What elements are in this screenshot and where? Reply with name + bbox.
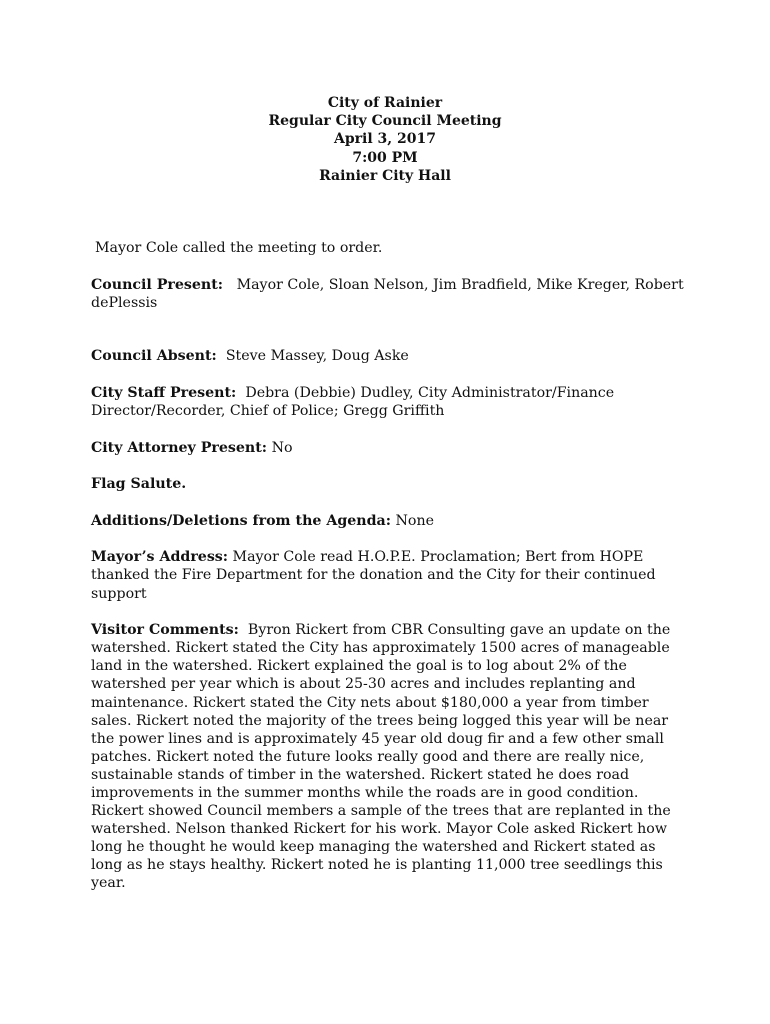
flag-salute-label: Flag Salute. [91, 476, 187, 493]
council-absent-text: Steve Massey, Doug Aske [225, 348, 409, 365]
additions-deletions-section [91, 512, 691, 530]
council-present-text: Mayor Cole, Sloan Nelson, Jim Bradfield, Mike Kreger, Robert dePlessis [91, 276, 684, 311]
council-absent-label: Council Absent: [91, 348, 217, 365]
city-attorney-present-text: No [271, 439, 293, 456]
mayors-address-label: Mayor’s Address: [91, 549, 229, 566]
city-staff-present-section [91, 384, 691, 420]
council-absent-section [91, 347, 691, 365]
minutes-body [91, 239, 691, 893]
visitor-comments-text: Byron Rickert from CBR Consulting gave an update on the watershed. Rickert stated the City has approximately 1500 acres of manageable land in the watershed. Rickert explained the goal is to log about 2% of the watershed per year which is about 25-30 acres and includes replanting and maintenance. Rickert stated the City nets about $180,000 a year from timber sales. Rickert noted the majority of the trees being logged this year will be near the power lines and is approximately 45 year old doug fir and a few other small patches. Rickert noted the future looks really good and there are really nice, sustainable stands of timber in the watershed. Rickert stated he does road improvements in the summer months while the roads are in good condition. Rickert showed Council members a sample of the trees that are replanted in the watershed. Nelson thanked Rickert for his work. Mayor Cole asked Rickert how long he thought he would keep managing the watershed and Rickert stated as long as he stays healthy. Rickert noted he is planting 11,000 tree seedlings this year. [91, 622, 671, 892]
additions-deletions-text: None [395, 512, 434, 529]
header-date: April 3, 2017 [334, 131, 436, 148]
call-to-order-text: Mayor Cole called the meeting to order. [95, 240, 383, 256]
city-attorney-present-section [91, 439, 691, 457]
flag-salute-section [91, 475, 691, 493]
header-location: Rainier City Hall [319, 167, 451, 184]
city-staff-present-label: City Staff Present: [91, 384, 237, 401]
council-present-label: Council Present: [91, 276, 224, 293]
council-present-section [91, 276, 691, 312]
city-staff-present-text: Debra (Debbie) Dudley, City Administrator/Finance Director/Recorder, Chief of Police; Gregg Griffith [91, 384, 615, 419]
header-time: 7:00 PM [352, 149, 418, 166]
mayors-address-section [91, 548, 691, 602]
document-header [0, 94, 770, 185]
header-meeting-type: Regular City Council Meeting [268, 113, 502, 130]
mayors-address-text: Mayor Cole read H.O.P.E. Proclamation; Bert from HOPE thanked the Fire Department for the donation and the City for their continued support [91, 549, 656, 602]
header-city-name: City of Rainier [327, 95, 443, 111]
visitor-comments-section [91, 621, 689, 892]
additions-deletions-label: Additions/Deletions from the Agenda: [91, 512, 391, 529]
visitor-comments-label: Visitor Comments: [91, 622, 239, 639]
city-attorney-present-label: City Attorney Present: [91, 439, 268, 456]
